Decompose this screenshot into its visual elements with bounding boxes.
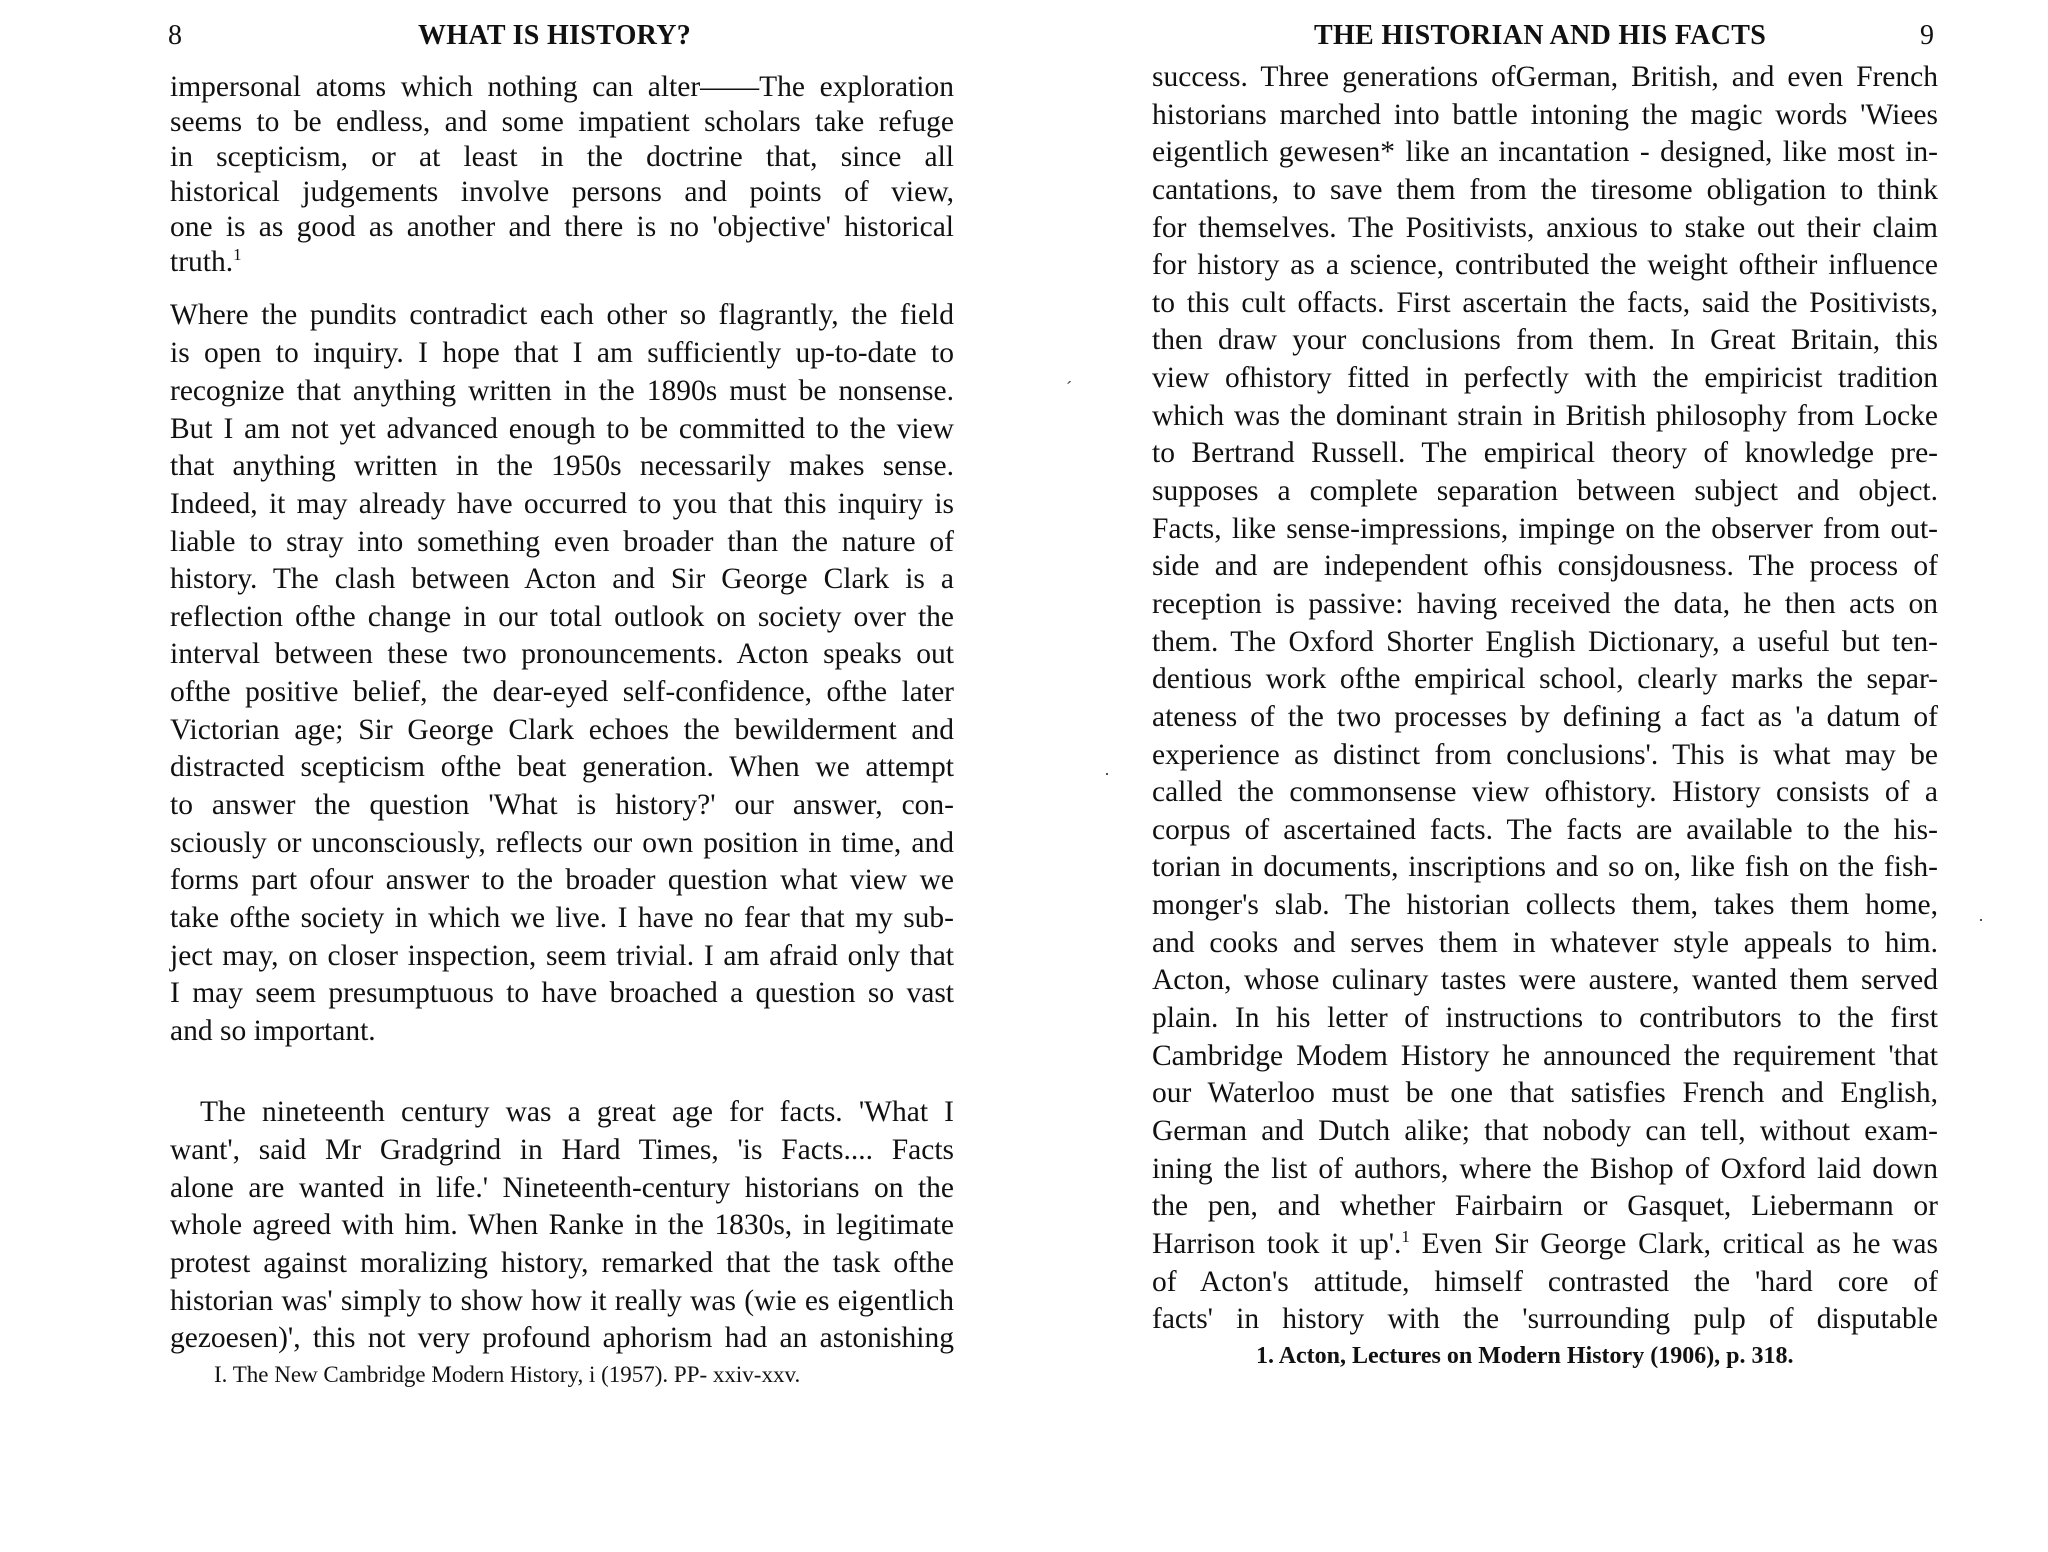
- text-line: corpus of ascertained facts. The facts are available to the his-: [1152, 814, 1938, 846]
- footnote-reference: 1: [233, 245, 242, 264]
- text-line: view ofhistory fitted in perfectly with the empiricist tradition: [1152, 362, 1938, 394]
- text-line: facts' in history with the 'surrounding pulp of disputable: [1152, 1303, 1938, 1335]
- text-line: in scepticism, or at least in the doctrine that, since all: [170, 141, 954, 173]
- text-line: cantations, to save them from the tiresome obligation to think: [1152, 174, 1938, 206]
- text-line: eigentlich gewesen* like an incantation - designed, like most in-: [1152, 136, 1938, 168]
- text-line: one is as good as another and there is no 'objective' historical: [170, 211, 954, 243]
- text-line: historical judgements involve persons and points of view,: [170, 176, 954, 208]
- text-line: ateness of the two processes by defining a fact as 'a datum of: [1152, 701, 1938, 733]
- text-line: plain. In his letter of instructions to contributors to the first: [1152, 1002, 1938, 1034]
- text-line: and so important.: [170, 1015, 376, 1047]
- text-line: ining the list of authors, where the Bishop of Oxford laid down: [1152, 1153, 1938, 1185]
- text-line: Victorian age; Sir George Clark echoes the bewilderment and: [170, 714, 954, 746]
- text-line: Where the pundits contradict each other so flagrantly, the field: [170, 299, 954, 331]
- text-line: dentious work ofthe empirical school, clearly marks the separ-: [1152, 663, 1938, 695]
- text-line: I may seem presumptuous to have broached a question so vast: [170, 977, 954, 1009]
- text-line: impersonal atoms which nothing can alter——The exploration: [170, 71, 954, 103]
- text-line: seems to be endless, and some impatient scholars take refuge: [170, 106, 954, 138]
- text-line: is open to inquiry. I hope that I am sufficiently up-to-date to: [170, 337, 954, 369]
- footnote-reference: 1: [1401, 1227, 1410, 1246]
- text-line: of Acton's attitude, himself contrasted the 'hard core of: [1152, 1266, 1938, 1298]
- text-line: take ofthe society in which we live. I have no fear that my sub-: [170, 902, 954, 934]
- text-line: alone are wanted in life.' Nineteenth-century historians on the: [170, 1172, 954, 1204]
- text-line: torian in documents, inscriptions and so on, like fish on the fish-: [1152, 851, 1938, 883]
- text-line: Indeed, it may already have occurred to you that this inquiry is: [170, 488, 954, 520]
- text-line: truth.$^1$: [170, 245, 242, 278]
- text-line: interval between these two pronouncements. Acton speaks out: [170, 638, 954, 670]
- right-running-head: THE HISTORIAN AND HIS FACTS: [1314, 20, 1767, 51]
- text-line: forms part ofour answer to the broader question what view we: [170, 864, 954, 896]
- text-line: Harrison took it up'.$^1$ Even Sir George Clark, critical as he was: [1152, 1227, 1939, 1260]
- text-line: history. The clash between Acton and Sir George Clark is a: [170, 563, 954, 595]
- text-line: historians marched into battle intoning the magic words 'Wiees: [1152, 99, 1938, 131]
- text-line: and cooks and serves them in whatever style appeals to him.: [1152, 927, 1938, 959]
- text-line: which was the dominant strain in British philosophy from Locke: [1152, 400, 1938, 432]
- text-line: for history as a science, contributed the weight oftheir influence: [1152, 249, 1938, 281]
- text-line: success. Three generations ofGerman, British, and even French: [1152, 61, 1938, 93]
- text-line: sciously or unconsciously, reflects our own position in time, and: [170, 827, 954, 859]
- scan-speck: ·: [1978, 910, 1984, 930]
- left-running-head: WHAT IS HISTORY?: [418, 20, 692, 51]
- text-line: reflection ofthe change in our total outlook on society over the: [170, 601, 954, 633]
- text-line: Cambridge Modem History he announced the requirement 'that: [1152, 1040, 1938, 1072]
- text-line: whole agreed with him. When Ranke in the 1830s, in legitimate: [170, 1209, 954, 1241]
- text-line: Facts, like sense-impressions, impinge on the observer from out-: [1152, 513, 1938, 545]
- text-line: ject may, on closer inspection, seem trivial. I am afraid only that: [170, 940, 954, 972]
- text-line: experience as distinct from conclusions'. This is what may be: [1152, 739, 1938, 771]
- text-line: historian was' simply to show how it really was (wie es eigentlich: [170, 1285, 954, 1317]
- scan-speck: ·: [1104, 764, 1110, 784]
- text-line: ofthe positive belief, the dear-eyed self-confidence, ofthe later: [170, 676, 954, 708]
- text-line: The nineteenth century was a great age for facts. 'What I: [200, 1096, 954, 1128]
- text-line: side and are independent ofhis consjdousness. The process of: [1152, 550, 1938, 582]
- left-footnote: I. The New Cambridge Modern History, i (1957). PP- xxiv-xxv.: [214, 1362, 801, 1387]
- text-line: that anything written in the 1950s necessarily makes sense.: [170, 450, 954, 482]
- text-line: supposes a complete separation between subject and object.: [1152, 475, 1938, 507]
- text-line: to Bertrand Russell. The empirical theory of knowledge pre-: [1152, 437, 1938, 469]
- text-line: distracted scepticism ofthe beat generation. When we attempt: [170, 751, 954, 783]
- right-page-number: 9: [1920, 20, 1934, 51]
- text-line: them. The Oxford Shorter English Dictionary, a useful but ten-: [1152, 626, 1938, 658]
- text-line: reception is passive: having received the data, he then acts on: [1152, 588, 1938, 620]
- text-line: monger's slab. The historian collects them, takes them home,: [1152, 889, 1938, 921]
- text-line: Acton, whose culinary tastes were austere, wanted them served: [1152, 964, 1938, 996]
- text-line: the pen, and whether Fairbairn or Gasquet, Liebermann or: [1152, 1190, 1938, 1222]
- text-line: called the commonsense view ofhistory. History consists of a: [1152, 776, 1938, 808]
- text-line: our Waterloo must be one that satisfies French and English,: [1152, 1077, 1938, 1109]
- scan-speck: ˊ: [1066, 378, 1072, 398]
- left-page-number: 8: [168, 20, 182, 51]
- text-line: German and Dutch alike; that nobody can tell, without exam-: [1152, 1115, 1938, 1147]
- text-line: for themselves. The Positivists, anxious to stake out their claim: [1152, 212, 1938, 244]
- text-line: gezoesen)', this not very profound aphorism had an astonishing: [170, 1322, 954, 1354]
- right-footnote: 1. Acton, Lectures on Modern History (1906), p. 318.: [1256, 1343, 1794, 1369]
- text-line: But I am not yet advanced enough to be committed to the view: [170, 413, 954, 445]
- text-line: want', said Mr Gradgrind in Hard Times, 'is Facts.... Facts: [170, 1134, 954, 1166]
- text-line: recognize that anything written in the 1890s must be nonsense.: [170, 375, 954, 407]
- text-line: to answer the question 'What is history?' our answer, con-: [170, 789, 954, 821]
- text-line: to this cult offacts. First ascertain the facts, said the Positivists,: [1152, 287, 1938, 319]
- text-line: protest against moralizing history, remarked that the task ofthe: [170, 1247, 954, 1279]
- text-line: then draw your conclusions from them. In Great Britain, this: [1152, 324, 1938, 356]
- text-line: liable to stray into something even broader than the nature of: [170, 526, 954, 558]
